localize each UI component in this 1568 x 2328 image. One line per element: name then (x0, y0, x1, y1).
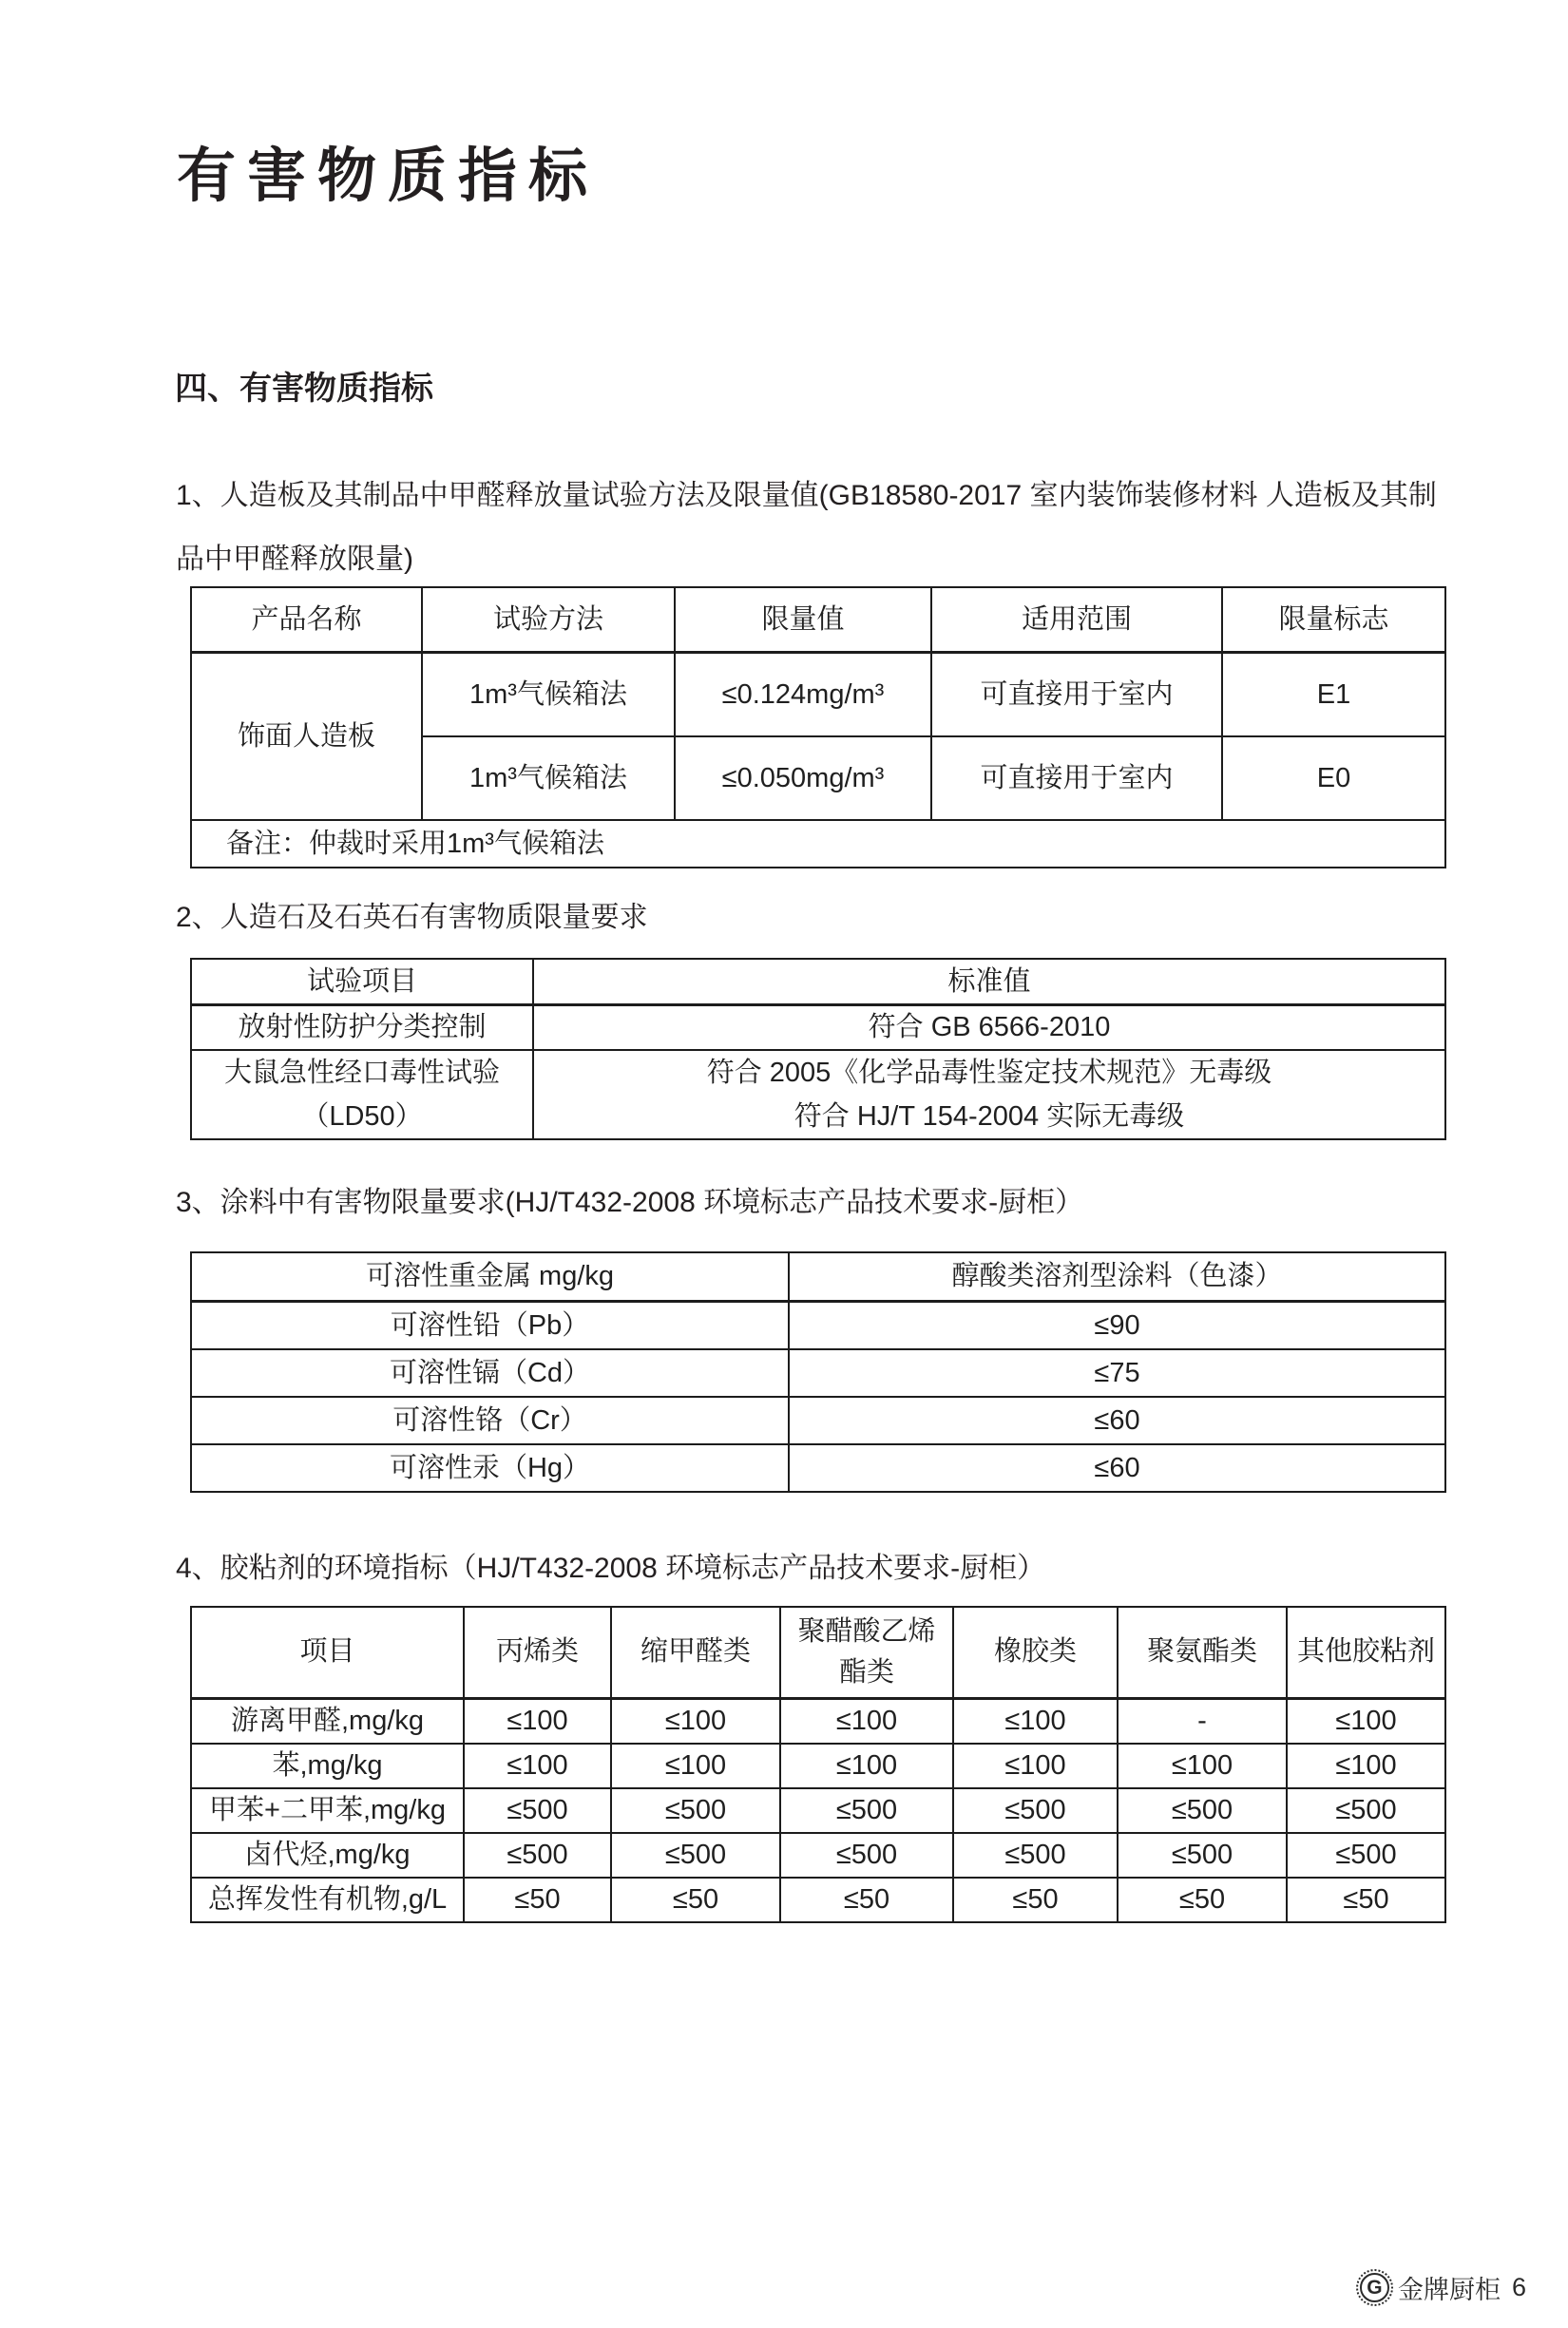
table-cell: ≤100 (780, 1744, 953, 1788)
table-cell (533, 1050, 1445, 1139)
row-label: 甲苯+二甲苯,mg/kg (191, 1788, 464, 1833)
cell-line: 大鼠急性经口毒性试验 (223, 1058, 500, 1088)
table-cell: ≤60 (789, 1397, 1445, 1444)
cell-line: 符合 2005《化学品毒性鉴定技术规范》无毒级 (706, 1058, 1272, 1088)
table-row (191, 1050, 1445, 1139)
table-cell: 可溶性铬（Cr） (191, 1397, 789, 1444)
table-header-row (191, 587, 1445, 653)
table-cell: ≤75 (789, 1349, 1445, 1397)
table-cell: ≤50 (464, 1878, 611, 1922)
formaldehyde-limit-table (190, 586, 1446, 868)
table-cell: ≤100 (953, 1699, 1118, 1745)
section-heading: 四、有害物质指标 (175, 371, 433, 407)
brand-logo-icon: G (1360, 2273, 1389, 2302)
column-header: 标准值 (533, 959, 1445, 1005)
table-row (191, 1397, 1445, 1444)
table-cell (191, 1050, 533, 1139)
column-header: 限量值 (675, 587, 931, 653)
column-header: 项目 (191, 1607, 464, 1699)
item2-heading: 2、人造石及石英石有害物质限量要求 (176, 902, 648, 933)
column-header: 可溶性重金属 mg/kg (191, 1252, 789, 1302)
table-cell: ≤500 (464, 1788, 611, 1833)
column-header: 丙烯类 (464, 1607, 611, 1699)
table-cell: 放射性防护分类控制 (191, 1005, 533, 1051)
column-header: 试验方法 (422, 587, 675, 653)
table-cell: ≤100 (1118, 1744, 1287, 1788)
table-cell: ≤500 (1118, 1833, 1287, 1878)
table-cell: ≤100 (1287, 1744, 1445, 1788)
table-header-row (191, 1252, 1445, 1302)
table-cell: ≤50 (611, 1878, 780, 1922)
table-cell: 1m³气候箱法 (422, 736, 675, 820)
table-row (191, 1444, 1445, 1492)
table-cell: ≤100 (953, 1744, 1118, 1788)
stone-limit-table (190, 958, 1446, 1140)
cell-line: （LD50） (301, 1101, 423, 1132)
column-header: 橡胶类 (953, 1607, 1118, 1699)
table-cell: ≤100 (464, 1744, 611, 1788)
table-cell: 可直接用于室内 (931, 736, 1222, 820)
table-cell: E1 (1222, 653, 1445, 737)
table-cell: ≤500 (953, 1788, 1118, 1833)
table-cell: ≤0.124mg/m³ (675, 653, 931, 737)
product-name-cell: 饰面人造板 (191, 653, 422, 821)
column-header: 缩甲醛类 (611, 1607, 780, 1699)
table-cell: 符合 GB 6566-2010 (533, 1005, 1445, 1051)
table-row (191, 1699, 1445, 1745)
table-cell: ≤100 (611, 1699, 780, 1745)
adhesive-limit-table (190, 1606, 1446, 1923)
table-cell: ≤100 (464, 1699, 611, 1745)
column-header: 其他胶粘剂 (1287, 1607, 1445, 1699)
table-cell: - (1118, 1699, 1287, 1745)
table-cell: E0 (1222, 736, 1445, 820)
table-row (191, 1349, 1445, 1397)
table-cell: 可溶性汞（Hg） (191, 1444, 789, 1492)
table-cell: 可直接用于室内 (931, 653, 1222, 737)
table-row (191, 1302, 1445, 1350)
table-row (191, 653, 1445, 737)
table-cell: ≤500 (953, 1833, 1118, 1878)
table-cell: 可溶性镉（Cd） (191, 1349, 789, 1397)
item4-heading: 4、胶粘剂的环境指标（HJ/T432-2008 环境标志产品技术要求-厨柜） (176, 1553, 1046, 1584)
table-cell: ≤500 (1118, 1788, 1287, 1833)
table-cell: ≤500 (464, 1833, 611, 1878)
brand-name: 金牌厨柜 (1397, 2276, 1501, 2304)
table-cell: ≤500 (1287, 1833, 1445, 1878)
page-number: 6 (1511, 2273, 1526, 2301)
row-label: 总挥发性有机物,g/L (191, 1878, 464, 1922)
table-cell: ≤100 (780, 1699, 953, 1745)
table-row (191, 1833, 1445, 1878)
table-cell: 可溶性铅（Pb） (191, 1302, 789, 1350)
table-row (191, 1788, 1445, 1833)
table-cell: ≤100 (611, 1744, 780, 1788)
table-cell: ≤500 (780, 1788, 953, 1833)
table-cell: ≤50 (780, 1878, 953, 1922)
column-header-label: 聚醋酸乙烯酯类 (797, 1615, 936, 1688)
table-row (191, 1744, 1445, 1788)
row-label: 卤代烃,mg/kg (191, 1833, 464, 1878)
table-cell: ≤500 (611, 1788, 780, 1833)
column-header: 产品名称 (191, 587, 422, 653)
column-header: 适用范围 (931, 587, 1222, 653)
cell-line: 符合 HJ/T 154-2004 实际无毒级 (794, 1101, 1185, 1132)
table-cell: ≤50 (953, 1878, 1118, 1922)
item3-heading: 3、涂料中有害物限量要求(HJ/T432-2008 环境标志产品技术要求-厨柜） (176, 1187, 1084, 1218)
table-cell: ≤100 (1287, 1699, 1445, 1745)
column-header: 试验项目 (191, 959, 533, 1005)
table-cell: ≤0.050mg/m³ (675, 736, 931, 820)
page-footer (1360, 2269, 1526, 2306)
table-cell: ≤50 (1118, 1878, 1287, 1922)
paint-limit-table (190, 1251, 1446, 1493)
table-cell: 1m³气候箱法 (422, 653, 675, 737)
table-header-row (191, 1607, 1445, 1699)
table-cell: ≤500 (780, 1833, 953, 1878)
table-note-row (191, 820, 1445, 868)
table-cell: ≤90 (789, 1302, 1445, 1350)
column-header (780, 1607, 953, 1699)
table-header-row (191, 959, 1445, 1005)
item1-heading: 1、人造板及其制品中甲醛释放量试验方法及限量值(GB18580-2017 室内装饰装修材料 人造板及其制品中甲醛释放限量) (176, 480, 1437, 575)
table-row (191, 1878, 1445, 1922)
table-cell: ≤500 (611, 1833, 780, 1878)
row-label: 游离甲醛,mg/kg (191, 1699, 464, 1745)
column-header: 聚氨酯类 (1118, 1607, 1287, 1699)
table-cell: ≤60 (789, 1444, 1445, 1492)
table-note: 备注：仲裁时采用1m³气候箱法 (191, 820, 1445, 868)
column-header: 醇酸类溶剂型涂料（色漆） (789, 1252, 1445, 1302)
row-label: 苯,mg/kg (191, 1744, 464, 1788)
column-header: 限量标志 (1222, 587, 1445, 653)
table-row (191, 1005, 1445, 1051)
page-title: 有害物质指标 (177, 143, 600, 209)
table-cell: ≤500 (1287, 1788, 1445, 1833)
table-cell: ≤50 (1287, 1878, 1445, 1922)
